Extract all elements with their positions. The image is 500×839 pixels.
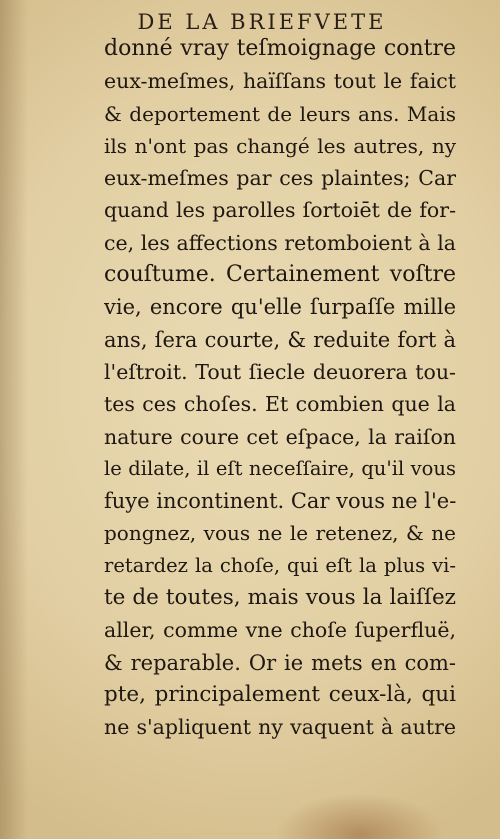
body-text [104,33,456,744]
text-line: tes ces choſes. Et combien que la [104,392,456,417]
text-line: fuye incontinent. Car vous ne l'e- [104,489,456,514]
text-line: ils n'ont pas changé les autres, ny [104,133,456,158]
text-line: pongnez, vous ne le retenez, & ne [104,521,456,546]
text-line: vie, encore qu'elle ſurpaſſe mille [104,295,456,320]
text-line: & reparable. Or ie mets en com- [104,650,456,675]
text-line: ans, ſera courte, & reduite fort à [104,327,456,352]
text-line: te de toutes, mais vous la laiſſez [104,585,456,611]
text-line: le dilate, il eſt neceſſaire, qu'il vous [104,456,456,480]
text-line: & deportement de leurs ans. Mais [104,101,456,126]
text-line: eux-meſmes, haïſſans tout le faict [104,69,456,94]
running-head: DE LA BRIEFVETE [137,10,387,34]
text-line: l'eſtroit. Tout ſiecle deuorera tou- [104,359,456,384]
gutter-shadow [0,0,28,839]
text-line: ce, les affections retomboient à la [104,230,456,255]
text-line: couſtume. Certainement voſtre [104,262,456,288]
text-line: nature coure cet eſpace, la raiſon [104,424,456,449]
text-line: pte, principalement ceux-là, qui [104,681,456,707]
text-line: aller, comme vne choſe ſuperfluë, [104,618,456,643]
text-line: eux-meſmes par ces plaintes; Car [104,166,456,191]
text-line: ne s'apliquent ny vaquent à autre [104,715,456,740]
text-line: quand les parolles ſortoiēt de for- [104,198,456,223]
text-line: donné vray teſmoignage contre [104,36,456,61]
text-line: retardez la choſe, qui eſt la plus vi- [104,553,456,577]
